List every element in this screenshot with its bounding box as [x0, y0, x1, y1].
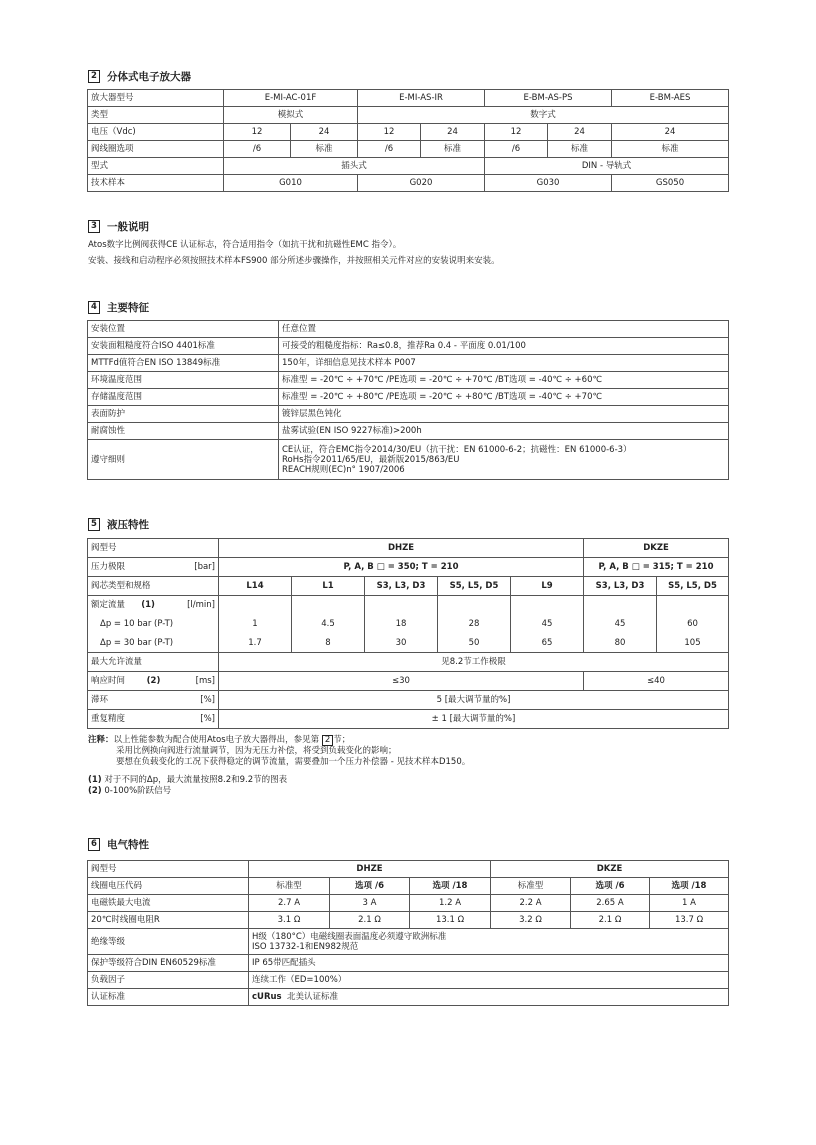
- table-cell: 24: [291, 124, 358, 141]
- table-cell: 1.2 A: [410, 895, 491, 912]
- table-cell: [584, 596, 657, 615]
- footnote-2: [88, 786, 287, 797]
- dhze-header: DHZE: [219, 539, 584, 558]
- spool-header: L14: [219, 577, 292, 596]
- table-row: [88, 338, 729, 355]
- table-cell: 插头式: [224, 158, 485, 175]
- row-label: 阀型号: [88, 539, 219, 558]
- table-cell: 150年，详细信息见技术样本 P007: [279, 355, 729, 372]
- row-label: 电压（Vdc): [88, 124, 224, 141]
- table-row: [88, 423, 729, 440]
- section-number: 3: [88, 220, 100, 233]
- spool-header: L1: [292, 577, 365, 596]
- section-number: 6: [88, 838, 100, 851]
- row-label: [88, 710, 219, 729]
- table-cell: 标准型: [491, 878, 571, 895]
- table-cell: E-MI-AC-01F: [224, 90, 358, 107]
- table-cell: 18: [365, 615, 438, 634]
- row-label: 遵守细则: [88, 440, 279, 480]
- table-row: [88, 107, 729, 124]
- table-row: [88, 710, 729, 729]
- general-note-line-2: 安装、接线和启动程序必须按照技术样本FS900 部分所述步骤操作，并按照相关元件对应的安装说明来安装。: [88, 256, 500, 266]
- row-label: 20℃时线圈电阻R: [88, 912, 249, 929]
- electrical-table: [87, 860, 729, 1006]
- table-row: [88, 141, 729, 158]
- table-row: [88, 989, 729, 1006]
- compliance-line: REACH规则(EC)n° 1907/2006: [282, 464, 405, 475]
- table-cell: [438, 596, 511, 615]
- row-label: 环境温度范围: [88, 372, 279, 389]
- table-cell: 1.7: [219, 634, 292, 653]
- table-cell: [511, 596, 584, 615]
- table-cell: 标准型: [249, 878, 330, 895]
- compliance-line: RoHs指令2011/65/EU，最新版2015/863/EU: [282, 454, 460, 465]
- label-text: 滞环: [91, 695, 109, 705]
- table-cell: 12: [224, 124, 291, 141]
- table-cell: [650, 878, 729, 895]
- table-cell: 12: [485, 124, 548, 141]
- table-cell: [571, 878, 650, 895]
- label-text: [91, 676, 160, 686]
- spool-header: L9: [511, 577, 584, 596]
- unit-text: [ms]: [195, 676, 215, 686]
- label-text: [91, 600, 155, 610]
- note-head: 注释：: [88, 735, 114, 745]
- section-number: 5: [88, 518, 100, 531]
- table-cell: E-BM-AES: [612, 90, 729, 107]
- table-row: [88, 389, 729, 406]
- table-row: [88, 972, 729, 989]
- table-cell: 1: [219, 615, 292, 634]
- table-cell: 24: [612, 124, 729, 141]
- note-text: 以上性能参数为配合使用Atos电子放大器得出，参见第: [113, 735, 320, 745]
- table-cell: 盐雾试验(EN ISO 9227标准)>200h: [279, 423, 729, 440]
- row-label: 类型: [88, 107, 224, 124]
- table-cell: 45: [584, 615, 657, 634]
- table-cell: 标准型 = -20℃ ÷ +70℃ /PE选项 = -20℃ ÷ +70℃ /BT选项 = -40℃ ÷ +60℃: [279, 372, 729, 389]
- unit-text: [bar]: [194, 562, 215, 572]
- section-6-title: [88, 837, 149, 852]
- dhze-header: DHZE: [249, 861, 491, 878]
- table-row: [88, 895, 729, 912]
- row-label: 耐腐蚀性: [88, 423, 279, 440]
- table-cell: G020: [358, 175, 485, 192]
- cert-text: 北美认证标准: [287, 992, 339, 1002]
- table-cell: 2.2 A: [491, 895, 571, 912]
- table-cell: IP 65带匹配插头: [249, 955, 729, 972]
- table-cell: G010: [224, 175, 358, 192]
- note-line-1: [88, 735, 470, 746]
- note-line-2: 采用比例换向阀进行流量调节，因为无压力补偿，将受到负载变化的影响；: [116, 746, 397, 756]
- unit-text: [%]: [200, 695, 215, 705]
- row-label: 阀线圈选项: [88, 141, 224, 158]
- table-row: [88, 929, 729, 955]
- table-cell: [249, 929, 729, 955]
- option-label: 选项 /18: [671, 881, 707, 891]
- note-text: 节；: [333, 735, 351, 745]
- row-label: 型式: [88, 158, 224, 175]
- table-cell: [219, 596, 292, 615]
- table-row: [88, 558, 729, 577]
- table-cell: 镀锌层黑色钝化: [279, 406, 729, 423]
- footnote-text: 对于不同的Δp，最大流量按照8.2和9.2节的图表: [104, 775, 288, 785]
- table-cell: [292, 596, 365, 615]
- table-row: [88, 539, 729, 558]
- response-label: 响应时间: [91, 676, 126, 686]
- table-cell: 标准型 = -20℃ ÷ +80℃ /PE选项 = -20℃ ÷ +80℃ /BT选项 = -40℃ ÷ +70℃: [279, 389, 729, 406]
- table-cell: 2.1 Ω: [571, 912, 650, 929]
- table-cell: 连续工作（ED=100%）: [249, 972, 729, 989]
- main-features-table: [87, 320, 729, 480]
- table-cell: ≤40: [584, 672, 729, 691]
- footnote-text: 0-100%阶跃信号: [104, 786, 172, 796]
- table-cell: 65: [511, 634, 584, 653]
- spool-header: S5, L5, D5: [438, 577, 511, 596]
- table-row: [88, 577, 729, 596]
- row-label: 绝缘等级: [88, 929, 249, 955]
- section-heading: 液压特性: [107, 519, 149, 531]
- table-cell: 数字式: [358, 107, 729, 124]
- table-cell: /6: [224, 141, 291, 158]
- table-cell: 5 [最大调节量的%]: [219, 691, 729, 710]
- hydraulic-table: [87, 538, 729, 729]
- compliance-line: CE认证，符合EMC指令2014/30/EU（抗干扰：EN 61000-6-2；抗磁性：EN 61000-6-3）: [282, 444, 632, 455]
- dkze-header: DKZE: [491, 861, 729, 878]
- section-heading: 电气特性: [107, 839, 149, 851]
- table-cell: 标准: [548, 141, 612, 158]
- row-label: 存储温度范围: [88, 389, 279, 406]
- table-cell: 28: [438, 615, 511, 634]
- table-cell: 可接受的粗糙度指标：Ra≤0.8，推荐Ra 0.4 - 平面度 0.01/100: [279, 338, 729, 355]
- row-label: 表面防护: [88, 406, 279, 423]
- table-cell: 标准: [291, 141, 358, 158]
- section-heading: 一般说明: [107, 221, 149, 233]
- table-cell: 1 A: [650, 895, 729, 912]
- flow-note: (1): [141, 600, 155, 611]
- section-2-title: [88, 69, 191, 84]
- table-row: [88, 634, 729, 653]
- insulation-line: ISO 13732-1和EN982规范: [252, 941, 359, 952]
- table-cell: 80: [584, 634, 657, 653]
- row-label: [88, 672, 219, 691]
- amplifier-table: [87, 89, 729, 192]
- section-3-title: [88, 219, 149, 234]
- option-label: 选项 /18: [432, 881, 468, 891]
- unit-text: [l/min]: [187, 600, 215, 611]
- table-row: [88, 175, 729, 192]
- table-cell: [330, 878, 410, 895]
- row-label: 安装面粗糙度符合ISO 4401标准: [88, 338, 279, 355]
- table-row: [88, 406, 729, 423]
- table-cell: 3.2 Ω: [491, 912, 571, 929]
- curus-mark: cURus: [252, 992, 282, 1002]
- response-note: (2): [146, 676, 161, 686]
- table-row: [88, 653, 729, 672]
- table-cell: 50: [438, 634, 511, 653]
- row-label: [88, 691, 219, 710]
- section-number: 2: [88, 70, 100, 83]
- table-cell: 3 A: [330, 895, 410, 912]
- spool-header: S3, L3, D3: [365, 577, 438, 596]
- table-cell: 24: [548, 124, 612, 141]
- option-label: 选项 /6: [355, 881, 384, 891]
- table-cell: P, A, B □ = 350; T = 210: [219, 558, 584, 577]
- row-label: Δp = 30 bar (P-T): [88, 634, 219, 653]
- table-cell: 任意位置: [279, 321, 729, 338]
- section-5-title: [88, 517, 149, 532]
- table-cell: 4.5: [292, 615, 365, 634]
- table-row: [88, 691, 729, 710]
- note-line-3: 要想在负载变化的工况下获得稳定的调节流量，需要叠加一个压力补偿器 - 见技术样本D150。: [116, 757, 471, 767]
- row-label: 保护等级符合DIN EN60529标准: [88, 955, 249, 972]
- footnote-number: (2): [88, 786, 102, 796]
- table-cell: P, A, B □ = 315; T = 210: [584, 558, 729, 577]
- table-cell: E-BM-AS-PS: [485, 90, 612, 107]
- table-cell: 3.1 Ω: [249, 912, 330, 929]
- table-cell: 13.1 Ω: [410, 912, 491, 929]
- footnote-1: [88, 775, 287, 786]
- table-cell: 2.1 Ω: [330, 912, 410, 929]
- table-cell: 45: [511, 615, 584, 634]
- table-cell: ≤30: [219, 672, 584, 691]
- row-label: 最大允许流量: [88, 653, 219, 672]
- table-cell: ± 1 [最大调节量的%]: [219, 710, 729, 729]
- table-row: [88, 672, 729, 691]
- table-cell: 13.7 Ω: [650, 912, 729, 929]
- table-row: [88, 912, 729, 929]
- table-row: [88, 440, 729, 480]
- flow-label: 额定流量: [91, 600, 126, 611]
- table-cell: /6: [358, 141, 421, 158]
- table-row: [88, 596, 729, 615]
- row-label: 认证标准: [88, 989, 249, 1006]
- table-cell: 2.65 A: [571, 895, 650, 912]
- row-label: 阀芯类型和规格: [88, 577, 219, 596]
- table-cell: G030: [485, 175, 612, 192]
- table-cell: 60: [657, 615, 729, 634]
- table-cell: 30: [365, 634, 438, 653]
- table-row: [88, 372, 729, 389]
- table-cell: DIN - 导轨式: [485, 158, 729, 175]
- dkze-header: DKZE: [584, 539, 729, 558]
- table-cell: 见8.2节工作极限: [219, 653, 729, 672]
- table-cell: 105: [657, 634, 729, 653]
- table-row: [88, 158, 729, 175]
- row-label: MTTFd值符合EN ISO 13849标准: [88, 355, 279, 372]
- label-text: 压力极限: [91, 562, 126, 572]
- unit-text: [%]: [200, 714, 215, 724]
- row-label: 电磁铁最大电流: [88, 895, 249, 912]
- table-row: [88, 955, 729, 972]
- general-note-line-1: Atos数字比例阀获得CE 认证标志，符合适用指令（如抗干扰和抗磁性EMC 指令）。: [88, 240, 402, 250]
- table-row: [88, 90, 729, 107]
- table-row: [88, 355, 729, 372]
- section-number: 4: [88, 301, 100, 314]
- row-label: Δp = 10 bar (P-T): [88, 615, 219, 634]
- table-cell: 8: [292, 634, 365, 653]
- section-heading: 主要特征: [107, 302, 149, 314]
- insulation-line: H级（180°C）电磁线圈表面温度必须遵守欧洲标准: [252, 931, 447, 942]
- row-label: [88, 558, 219, 577]
- row-label: 负载因子: [88, 972, 249, 989]
- table-cell: [657, 596, 729, 615]
- row-label: 技术样本: [88, 175, 224, 192]
- section-ref-box: 2: [322, 735, 333, 746]
- table-cell: 模拟式: [224, 107, 358, 124]
- row-label: [88, 596, 219, 615]
- table-cell: 标准: [421, 141, 485, 158]
- footnote-number: (1): [88, 775, 102, 785]
- section-4-title: [88, 300, 149, 315]
- spool-header: S5, L5, D5: [657, 577, 729, 596]
- table-cell: [249, 989, 729, 1006]
- table-cell: GS050: [612, 175, 729, 192]
- section-heading: 分体式电子放大器: [107, 71, 191, 83]
- table-row: [88, 878, 729, 895]
- spool-header: S3, L3, D3: [584, 577, 657, 596]
- table-cell: 24: [421, 124, 485, 141]
- table-cell: [410, 878, 491, 895]
- row-label: 放大器型号: [88, 90, 224, 107]
- label-text: 重复精度: [91, 714, 126, 724]
- row-label: 线圈电压代码: [88, 878, 249, 895]
- table-cell: 标准: [612, 141, 729, 158]
- table-row: [88, 861, 729, 878]
- row-label: 安装位置: [88, 321, 279, 338]
- footnotes-block: [88, 775, 287, 797]
- table-cell: E-MI-AS-IR: [358, 90, 485, 107]
- row-label: 阀型号: [88, 861, 249, 878]
- compliance-cell: [279, 440, 729, 480]
- table-row: [88, 321, 729, 338]
- table-cell: 12: [358, 124, 421, 141]
- table-cell: [365, 596, 438, 615]
- table-row: [88, 615, 729, 634]
- notes-block: [88, 735, 470, 768]
- table-cell: 2.7 A: [249, 895, 330, 912]
- option-label: 选项 /6: [595, 881, 625, 891]
- table-row: [88, 124, 729, 141]
- table-cell: /6: [485, 141, 548, 158]
